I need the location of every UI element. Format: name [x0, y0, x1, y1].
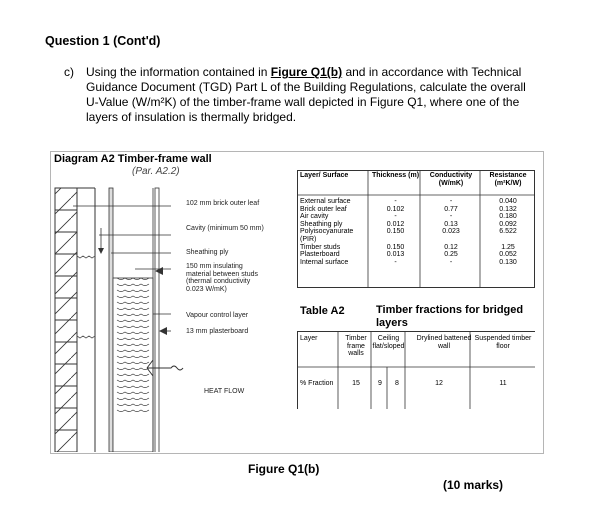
table1-cell: Internal surface — [300, 258, 349, 266]
table2-header-ceiling: Ceiling flat/sloped — [372, 335, 405, 350]
diagram-title: Diagram A2 Timber-frame wall — [54, 153, 212, 165]
table1-header-conductivity: Conductivity (W/mK) — [429, 172, 473, 187]
table1-cell: 0.13 — [444, 220, 458, 228]
brick-outer-leaf — [55, 188, 95, 452]
table2-label: Table A2 — [300, 305, 345, 317]
table1-cell: 0.052 — [499, 251, 517, 259]
table1-cell: - — [394, 258, 397, 266]
table1-cell: 0.092 — [499, 220, 517, 228]
table1-cell: 0.25 — [444, 251, 458, 259]
wall-section-drawing — [51, 178, 291, 452]
table1-cell: 0.130 — [499, 258, 517, 266]
diagram-subtitle: (Par. A2.2) — [132, 166, 180, 177]
table2-title: Timber fractions for bridged layers — [376, 304, 524, 329]
table1-cell: - — [449, 198, 453, 205]
question-text-pre: Using the information contained in — [86, 65, 271, 79]
table1-cell: Plasterboard — [300, 251, 340, 259]
table1-cell: External surface — [300, 198, 351, 205]
plasterboard-layer — [155, 188, 159, 452]
table2-header-suspended-floor: Suspended timber floor — [474, 335, 532, 350]
table1-cell: - — [394, 213, 397, 221]
table1-cell: 0.12 — [444, 243, 458, 251]
plasterboard-arrow — [159, 327, 167, 335]
table1-header-resistance: Resistance (m²K/W) — [489, 172, 527, 187]
table2-header-layer: Layer — [300, 335, 318, 342]
table1-layer-column — [300, 198, 370, 266]
table1-cell: - — [449, 258, 453, 266]
table1-cell: 0.77 — [444, 205, 458, 213]
table1-cell: 0.102 — [386, 205, 405, 213]
table1-header-layer: Layer/ Surface — [300, 172, 349, 179]
table1-cell: 0.150 — [386, 243, 405, 251]
table1-cell: Sheathing ply — [300, 220, 343, 228]
sheathing-ply-layer — [109, 188, 113, 452]
insulation-layer — [113, 278, 153, 452]
table1-cell: 0.150 — [386, 228, 405, 236]
cavity-width-arrow — [98, 228, 104, 254]
table1-cell: 0.012 — [386, 220, 405, 228]
table1-thickness-column — [370, 198, 421, 266]
table2-value-suspended-floor: 11 — [499, 380, 507, 387]
table2-header-timber-frame-walls: Timber frame walls — [345, 335, 367, 358]
table1-resistance-column — [481, 198, 535, 266]
table1-cell: 0.023 — [442, 228, 460, 236]
label-cavity: Cavity (minimum 50 mm) — [186, 225, 264, 232]
label-sheathing-ply: Sheathing ply — [186, 249, 229, 256]
table1-cell: Air cavity — [300, 213, 329, 221]
table1-cell: 0.132 — [499, 205, 517, 213]
label-vapour-control-layer: Vapour control layer — [186, 312, 249, 319]
table1-cell: Polyisocyanurate (PIR) — [300, 228, 354, 243]
table1-cell: Timber studs — [300, 243, 341, 251]
label-brick-outer-leaf: 102 mm brick outer leaf — [186, 200, 260, 207]
table2-row-label: % Fraction — [300, 380, 334, 387]
table2-value-drylined-wall: 12 — [435, 380, 443, 387]
question-title: Question 1 (Cont'd) — [45, 34, 161, 48]
marks-label: (10 marks) — [443, 478, 504, 492]
figure-reference: Figure Q1(b) — [270, 65, 343, 79]
table2-value-timber-frame-walls: 15 — [352, 380, 360, 387]
label-heat-flow: HEAT FLOW — [204, 388, 245, 395]
table2-value-ceiling-flat: 9 — [378, 380, 382, 387]
table1-cell: 0.180 — [499, 213, 517, 221]
table1-cell: 0.013 — [386, 251, 405, 259]
table2-value-ceiling-sloped: 8 — [395, 380, 399, 387]
table1-conductivity-column — [421, 198, 481, 266]
question-text-post: and in accordance with Technical Guidance Document (TGD) Part L of the Building Regulations, calculate the overall U-Value (W/m²K) of the timber-frame wall depicted in Figure Q1, where one of the layers of insulation is thermally bridged. — [86, 65, 526, 124]
table1-cell: - — [394, 198, 397, 205]
label-plasterboard: 13 mm plasterboard — [186, 328, 249, 335]
table1-cell: 1.25 — [501, 243, 515, 251]
table2-header-drylined-wall: Drylined battened wall — [416, 335, 472, 350]
table1-cell: Brick outer leaf — [300, 205, 347, 213]
table1-cell: 0.040 — [499, 198, 517, 205]
cavity-ties — [77, 256, 95, 338]
table1-cell: 6.522 — [499, 228, 517, 236]
question-text — [86, 65, 541, 125]
label-insulation: 150 mm insulating material between studs (thermal conductivity 0.023 W/mK) — [186, 263, 258, 293]
table1-cell: - — [449, 213, 453, 221]
table1-header-thickness: Thickness (m) — [371, 172, 420, 179]
part-label: c) — [64, 65, 74, 79]
figure-caption: Figure Q1(b) — [248, 462, 320, 476]
